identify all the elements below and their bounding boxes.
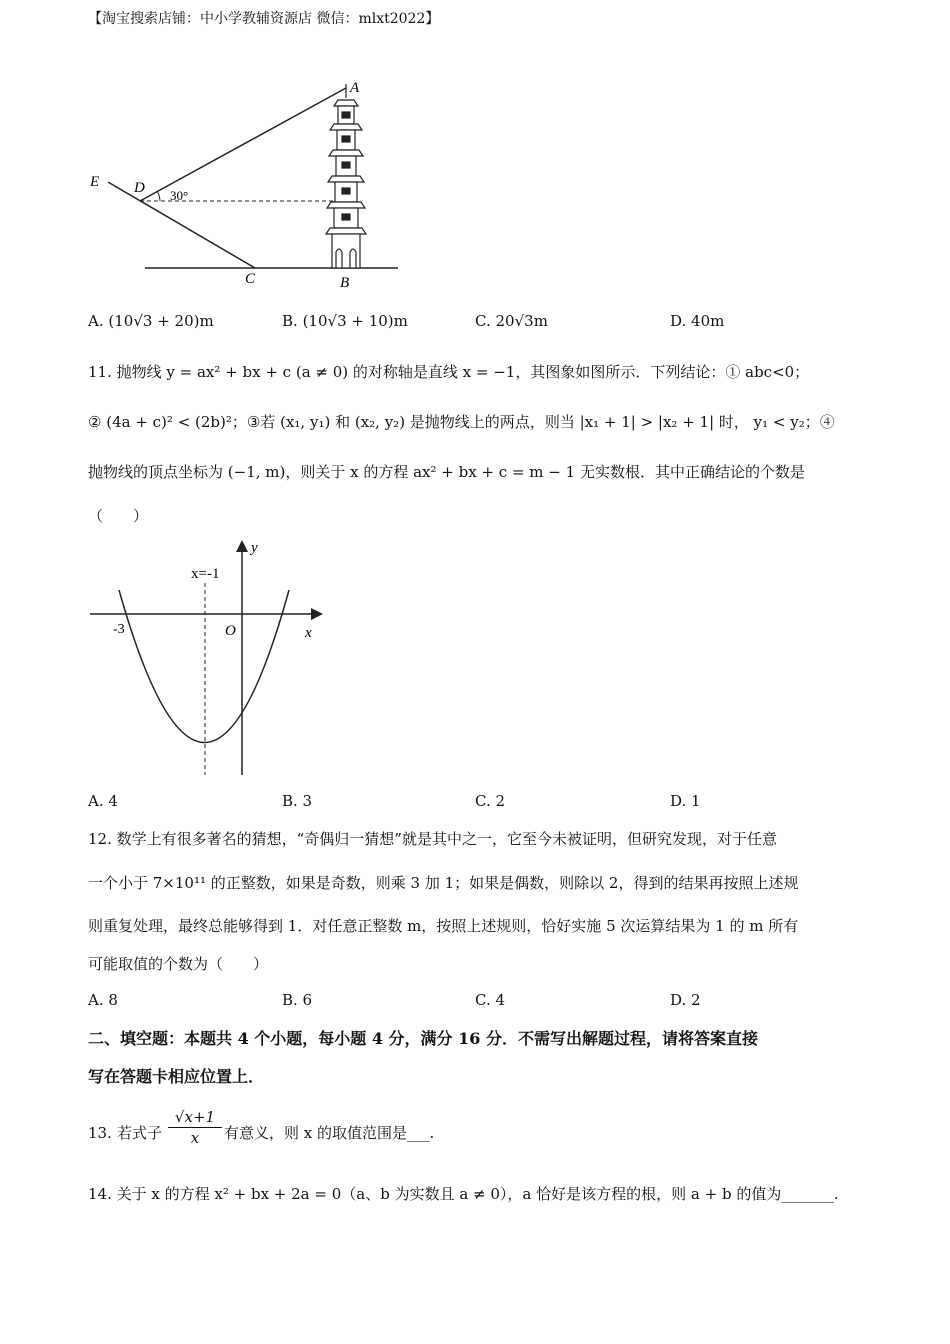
q13-denominator: x bbox=[190, 1129, 200, 1147]
section2-heading-line1: 二、填空题：本题共 4 个小题，每小题 4 分，满分 16 分．不需写出解题过程，请将答案直接 bbox=[88, 1029, 758, 1048]
q12-option-a: A. 8 bbox=[88, 991, 118, 1009]
q11-line1: 11. 抛物线 y = ax² + bx + c (a ≠ 0) 的对称轴是直线 x = −1，其图象如图所示．下列结论：① abc<0； bbox=[88, 363, 810, 381]
sight-line-DA bbox=[140, 88, 346, 201]
label-C: C bbox=[245, 271, 256, 287]
parabola-graph bbox=[85, 535, 330, 780]
q12-line4: 可能取值的个数为（ ） bbox=[88, 955, 269, 973]
q11-option-d: D. 1 bbox=[670, 792, 701, 810]
x-axis-label: x bbox=[305, 625, 312, 641]
origin-label: O bbox=[225, 623, 236, 639]
q10-option-a: A. (10√3 + 20)m bbox=[88, 312, 214, 330]
root-label: -3 bbox=[113, 622, 125, 637]
q12-line3: 则重复处理，最终总能够得到 1．对任意正整数 m，按照上述规则，恰好实施 5 次运算结果为 1 的 m 所有 bbox=[88, 917, 799, 935]
q13-fraction bbox=[168, 1108, 222, 1148]
q12-option-c: C. 4 bbox=[475, 991, 506, 1009]
q11-line2: ② (4a + c)² < (2b)²；③若 (x₁, y₁) 和 (x₂, y₂) 是抛物线上的两点，则当 |x₁ + 1| > |x₂ + 1| 时， y₁ < y₂；④ bbox=[88, 413, 835, 431]
q11-option-b: B. 3 bbox=[282, 792, 313, 810]
q11-option-a: A. 4 bbox=[88, 792, 118, 810]
section2-heading-line2: 写在答题卡相应位置上． bbox=[88, 1067, 265, 1086]
label-B: B bbox=[340, 275, 350, 291]
q13-post: 有意义，则 x 的取值范围是___. bbox=[224, 1124, 435, 1142]
q12-line2: 一个小于 7×10¹¹ 的正整数，如果是奇数，则乘 3 加 1；如果是偶数，则除以 2，得到的结果再按照上述规 bbox=[88, 874, 799, 892]
tower-icon bbox=[326, 84, 366, 268]
q12-line1: 12. 数学上有很多著名的猜想，“奇偶归一猜想”就是其中之一，它至今未被证明，但研究发现，对于任意 bbox=[88, 830, 777, 848]
header-text: 【淘宝搜索店铺：中小学教辅资源店 微信：mlxt2022】 bbox=[88, 11, 440, 27]
label-D: D bbox=[134, 180, 145, 196]
angle-arc bbox=[157, 191, 160, 201]
q10-option-c: C. 20√3m bbox=[475, 312, 548, 330]
angle-label: 30° bbox=[170, 188, 189, 203]
q13-numerator: √x+1 bbox=[168, 1108, 222, 1128]
q12-option-d: D. 2 bbox=[670, 991, 701, 1009]
q13-num: 13. bbox=[88, 1124, 112, 1142]
parabola-curve bbox=[119, 590, 289, 743]
q11-answer-paren: （ ） bbox=[88, 507, 149, 525]
q10-option-b: B. (10√3 + 10)m bbox=[282, 312, 408, 330]
q10-option-d: D. 40m bbox=[670, 312, 725, 330]
q11-line3: 抛物线的顶点坐标为 (−1, m)，则关于 x 的方程 ax² + bx + c = m − 1 无实数根．其中正确结论的个数是 bbox=[88, 463, 805, 481]
q12-option-b: B. 6 bbox=[282, 991, 313, 1009]
axis-of-symmetry-label: x=-1 bbox=[191, 566, 220, 582]
q11-option-c: C. 2 bbox=[475, 792, 506, 810]
label-A: A bbox=[350, 80, 360, 96]
q14-text: 14. 关于 x 的方程 x² + bx + 2a = 0（a、b 为实数且 a ≠ 0），a 恰好是该方程的根，则 a + b 的值为_______. bbox=[88, 1185, 839, 1203]
label-E: E bbox=[90, 174, 100, 190]
q13-pre: 若式子 bbox=[117, 1124, 163, 1142]
y-axis-label: y bbox=[251, 540, 258, 556]
tower-figure bbox=[80, 70, 420, 295]
